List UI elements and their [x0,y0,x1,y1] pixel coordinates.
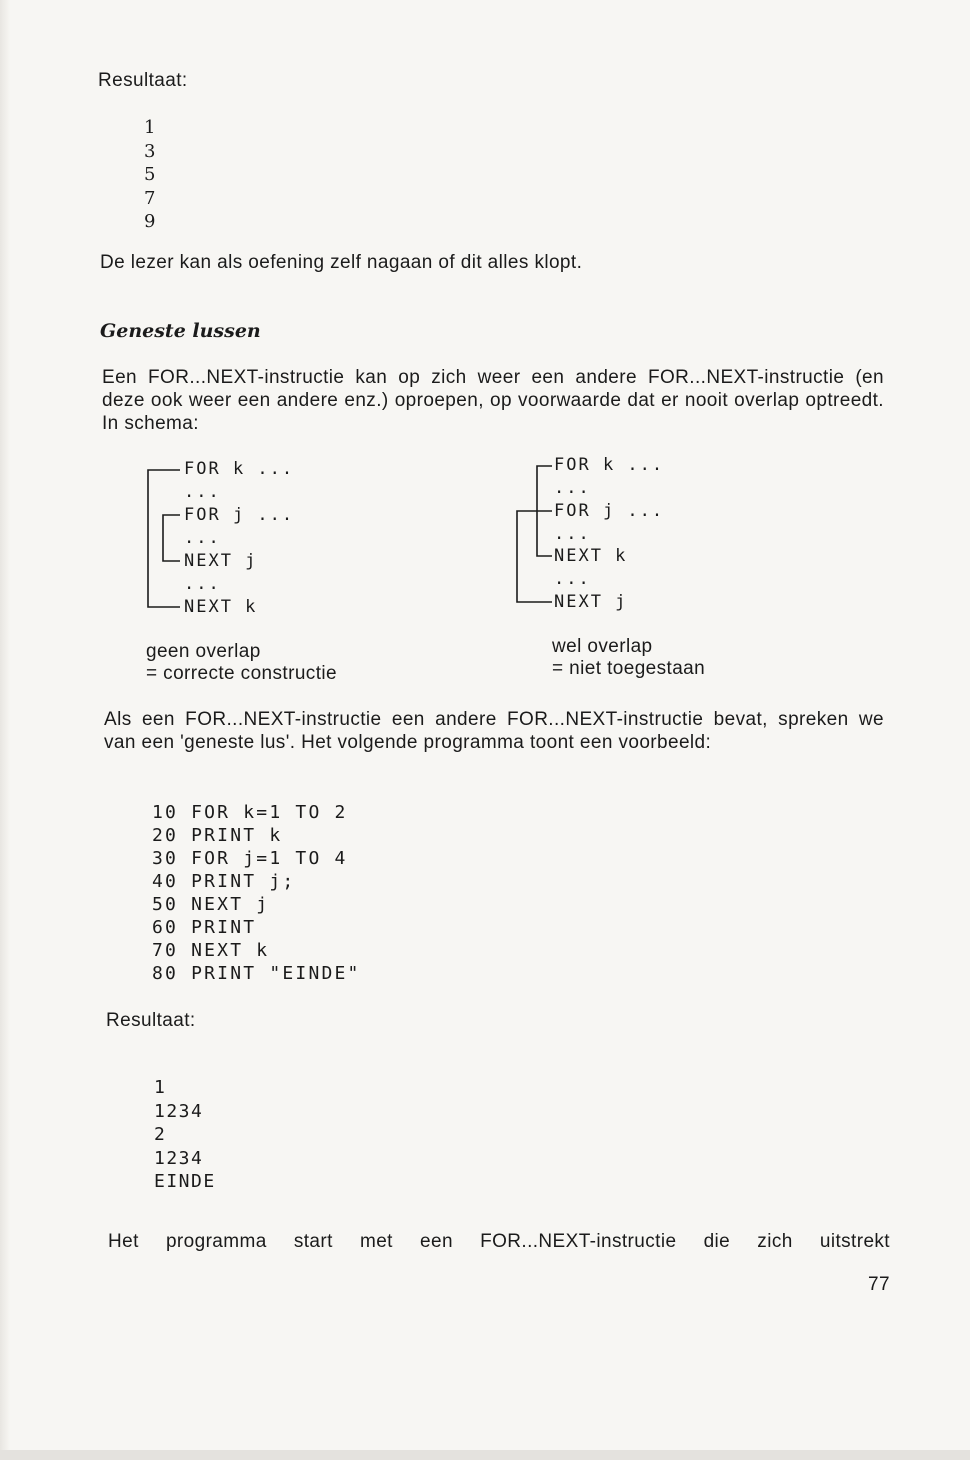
schema-brackets [0,0,970,700]
result-label: Resultaat: [106,1010,196,1031]
code-line: 80 PRINT "EINDE" [152,963,361,984]
list-item: 9 [144,211,156,232]
closing-sentence: Het programma start met een FOR...NEXT-instructie die zich uitstrekt [108,1231,890,1252]
page-bottom-edge [0,1450,970,1460]
code-line: 70 NEXT k [152,940,270,961]
schema-right-line: NEXT j [554,592,628,612]
code-line: 10 FOR k=1 TO 2 [152,802,348,823]
schema-left-line: NEXT j [184,551,258,571]
schema-left-line: ... [184,574,221,594]
schema-left-line: FOR j ... [184,505,295,525]
schema-left-caption [146,641,337,685]
nested-loop-paragraph: Als een FOR...NEXT-instructie een andere FOR...NEXT-instructie bevat, spreken we van een 'geneste lus'. Het volgende programma toont een voorbeeld: [104,709,884,753]
caption-line: geen overlap [146,641,261,662]
schema-right-line: FOR k ... [554,455,665,475]
caption-line: wel overlap [552,636,653,657]
schema-right-line: ... [554,478,591,498]
output-line: 1234 [154,1100,204,1122]
schema-left-line: FOR k ... [184,459,295,479]
code-line: 20 PRINT k [152,825,283,846]
list-item: 1 [144,117,156,138]
schema-right-line: NEXT k [554,546,628,566]
list-item: 7 [144,187,156,209]
code-line: 50 NEXT j [152,894,270,915]
page-number: 77 [868,1274,890,1295]
code-line: 60 PRINT [152,917,257,938]
caption-line: = niet toegestaan [552,658,706,679]
output-line: 2 [154,1124,167,1145]
result-label: Resultaat: [98,70,188,91]
code-line: 40 PRINT j; [152,871,296,892]
schema-right-line: FOR j ... [554,501,665,521]
list-item: 5 [144,164,156,185]
program-listing [152,801,361,985]
schema-left-line: NEXT k [184,597,258,617]
left-inner-bracket [163,515,180,561]
check-sentence: De lezer kan als oefening zelf nagaan of dit alles klopt. [100,252,583,273]
intro-paragraph: Een FOR...NEXT-instructie kan op zich weer een andere FOR...NEXT-instructie (en deze ook weer een andere enz.) oproepen, op voorwaarde dat er nooit overlap optreedt. In schema: [102,367,884,434]
schema-left-line: ... [184,482,221,502]
caption-line: = correcte constructie [146,663,337,684]
code-line: 30 FOR j=1 TO 4 [152,848,348,869]
schema-right-caption [552,636,705,680]
left-outer-bracket [148,470,180,607]
schema-left-line: ... [184,528,221,548]
section-heading: Geneste lussen [100,320,261,342]
output-line: 1 [154,1077,167,1098]
output-line: EINDE [154,1171,216,1192]
schema-right-line: ... [554,524,591,544]
output-line: 1234 [154,1147,204,1169]
program-output [154,1076,216,1194]
list-item: 3 [144,140,156,162]
schema-right-line: ... [554,569,591,589]
